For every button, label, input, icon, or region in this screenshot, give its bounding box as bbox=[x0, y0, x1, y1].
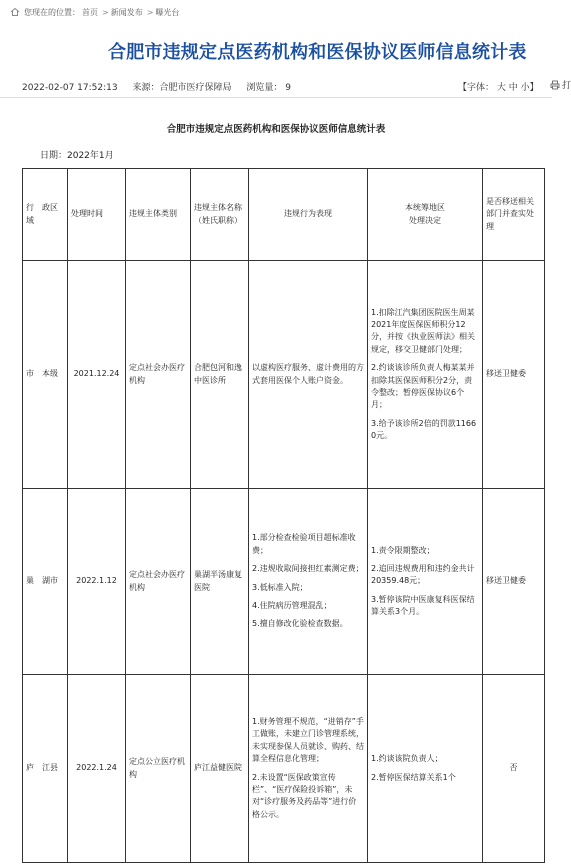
breadcrumb-separator: > bbox=[146, 7, 154, 17]
cell-name: 巢湖半汤康复医院 bbox=[191, 489, 249, 675]
font-medium-button[interactable]: 中 bbox=[508, 83, 518, 93]
cell-type: 定点社会办医疗机构 bbox=[126, 489, 191, 675]
table-row bbox=[23, 675, 545, 863]
view-count: 浏览量： 9 bbox=[246, 83, 291, 93]
table-header-row bbox=[23, 169, 545, 261]
article-source: 来源：合肥市医疗保障局 bbox=[132, 83, 232, 93]
cell-decision: 1.约谈该院负责人； 2.暂停医保结算关系1个 bbox=[368, 675, 483, 863]
cell-name: 合肥包河和逸中医诊所 bbox=[191, 261, 249, 489]
cell-time: 2021.12.24 bbox=[68, 261, 126, 489]
cell-time: 2022.1.12 bbox=[68, 489, 126, 675]
cell-transfer: 否 bbox=[483, 675, 545, 863]
header-transfer: 是否移送相关部门并查实处理 bbox=[483, 169, 545, 261]
table-row bbox=[23, 489, 545, 675]
breadcrumb-separator: > bbox=[102, 7, 109, 17]
article-meta bbox=[22, 80, 571, 93]
cell-decision: 1.责令限期整改； 2.追回违规费用和违约金共计20359.48元； 3.暂停该院中医康复科医保结算关系3个月。 bbox=[368, 489, 483, 675]
printer-icon bbox=[550, 80, 560, 90]
cell-decision: 1.扣除江汽集团医院医生周某2021年度医保医师积分12分，并按《执业医师法》相关规定，移交卫健部门处理； 2.约谈该诊所负责人梅某某并扣除其医保医师积分2分，责令整改；暂停医保协议6个月； 3.给予该诊所2倍的罚款11660元。 bbox=[368, 261, 483, 489]
cell-transfer: 移送卫健委 bbox=[483, 489, 545, 675]
home-icon bbox=[10, 7, 20, 17]
table-row bbox=[23, 261, 545, 489]
cell-behavior: 1.部分检查检验项目超标准收费； 2.违规收取间接担红素测定费； 3.低标准入院； 4.住院病历管理混乱； 5.擅自修改化验检查数据。 bbox=[249, 489, 368, 675]
header-time: 处理时间 bbox=[68, 169, 126, 261]
font-size-control bbox=[458, 80, 539, 93]
cell-behavior: 1.财务管理不规范，“进销存”手工做账，未建立门诊管理系统，未实现参保人员就诊、购药、结算全程信息化管理； 2.未设置“医保政策宣传栏”、“医疗保险投诉箱”，未对“诊疗服务及药品等”进行价格公示。 bbox=[249, 675, 368, 863]
document-date: 日期：2022年1月 bbox=[40, 151, 114, 161]
cell-region: 市 本级 bbox=[23, 261, 68, 489]
header-region: 行 政区域 bbox=[23, 169, 68, 261]
article-title: 合肥市违规定点医药机构和医保协议医师信息统计表 bbox=[108, 42, 527, 63]
cell-name: 庐江益健医院 bbox=[191, 675, 249, 863]
cell-type: 定点公立医疗机构 bbox=[126, 675, 191, 863]
cell-type: 定点社会办医疗机构 bbox=[126, 261, 191, 489]
print-label: 打 bbox=[562, 81, 571, 91]
breadcrumb-news-link[interactable]: 新闻发布 bbox=[110, 7, 143, 17]
cell-region: 庐 江县 bbox=[23, 675, 68, 863]
header-behavior: 违规行为表现 bbox=[249, 169, 368, 261]
font-small-button[interactable]: 小】 bbox=[520, 83, 539, 93]
cell-behavior: 以虚构医疗服务、虚计费用的方式套用医保个人账户资金。 bbox=[249, 261, 368, 489]
cell-time: 2022.1.24 bbox=[68, 675, 126, 863]
breadcrumb-prefix: 您现在的位置： bbox=[24, 7, 80, 17]
meta-divider bbox=[0, 97, 552, 98]
violation-table bbox=[22, 168, 545, 863]
print-button[interactable] bbox=[550, 78, 571, 91]
cell-transfer: 移送卫健委 bbox=[483, 261, 545, 489]
font-size-label: 【字体： bbox=[458, 83, 495, 93]
header-name: 违规主体名称（姓氏职称） bbox=[191, 169, 249, 261]
breadcrumb-exposure-link[interactable]: 曝光台 bbox=[155, 7, 180, 17]
breadcrumb bbox=[10, 4, 181, 20]
cell-region: 巢 湖市 bbox=[23, 489, 68, 675]
header-decision: 本统筹地区 处理决定 bbox=[368, 169, 483, 261]
font-large-button[interactable]: 大 bbox=[496, 83, 506, 93]
header-type: 违规主体类别 bbox=[126, 169, 191, 261]
document-title: 合肥市违规定点医药机构和医保协议医师信息统计表 bbox=[166, 124, 386, 135]
breadcrumb-home-link[interactable]: 首页 bbox=[82, 7, 98, 17]
publish-datetime: 2022-02-07 17:52:13 bbox=[22, 83, 118, 93]
